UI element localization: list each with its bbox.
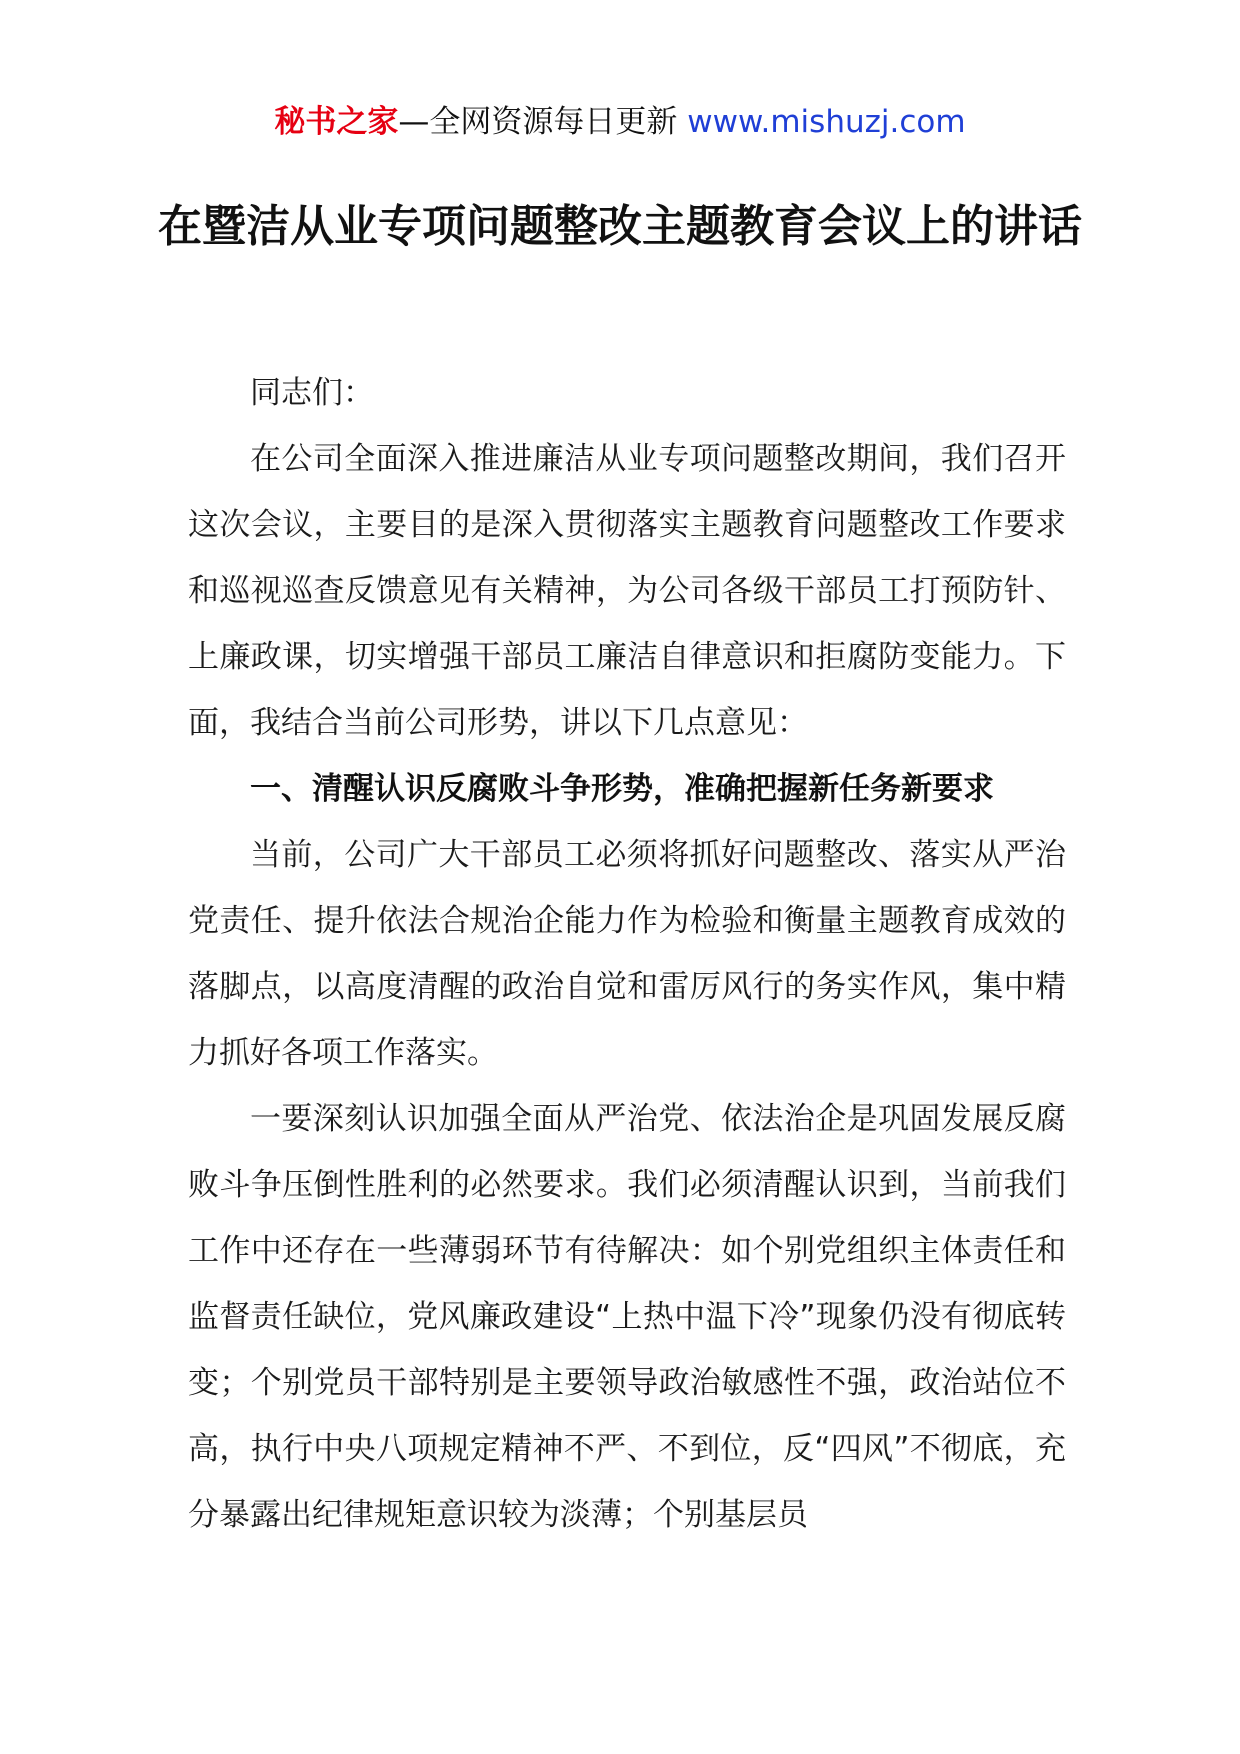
site-header — [0, 100, 1240, 144]
salutation: 同志们： — [250, 375, 374, 411]
body-paragraph: 当前，公司广大干部员工必须将抓好问题整改、落实从严治党责任、提升依法合规治企能力作为检验和衡量主题教育成效的落脚点，以高度清醒的政治自觉和雷厉风行的务实作风，集中精力抓好各项工作落实。 — [188, 837, 1066, 1071]
site-url[interactable]: www.mishuzj.com — [687, 104, 966, 140]
body-paragraph: 一要深刻认识加强全面从严治党、依法治企是巩固发展反腐败斗争压倒性胜利的必然要求。我们必须清醒认识到，当前我们工作中还存在一些薄弱环节有待解决：如个别党组织主体责任和监督责任缺位，党风廉政建设“上热中温下冷”现象仍没有彻底转变；个别党员干部特别是主要领导政治敏感性不强，政治站位不高，执行中央八项规定精神不严、不到位，反“四风”不彻底，充分暴露出纪律规矩意识较为淡薄；个别基层员 — [188, 1101, 1066, 1533]
intro-paragraph: 在公司全面深入推进廉洁从业专项问题整改期间，我们召开这次会议，主要目的是深入贯彻落实主题教育问题整改工作要求和巡视巡查反馈意见有关精神，为公司各级干部员工打预防针、上廉政课，切实增强干部员工廉洁自律意识和拒腐防变能力。下面，我结合当前公司形势，讲以下几点意见： — [188, 441, 1066, 741]
site-tagline: —全网资源每日更新 — [398, 104, 688, 140]
document-body — [188, 360, 1066, 1548]
document-title: 在暨洁从业专项问题整改主题教育会议上的讲话 — [158, 201, 1082, 252]
section-heading: 一、清醒认识反腐败斗争形势，准确把握新任务新要求 — [250, 771, 994, 807]
site-brand: 秘书之家 — [274, 104, 399, 140]
